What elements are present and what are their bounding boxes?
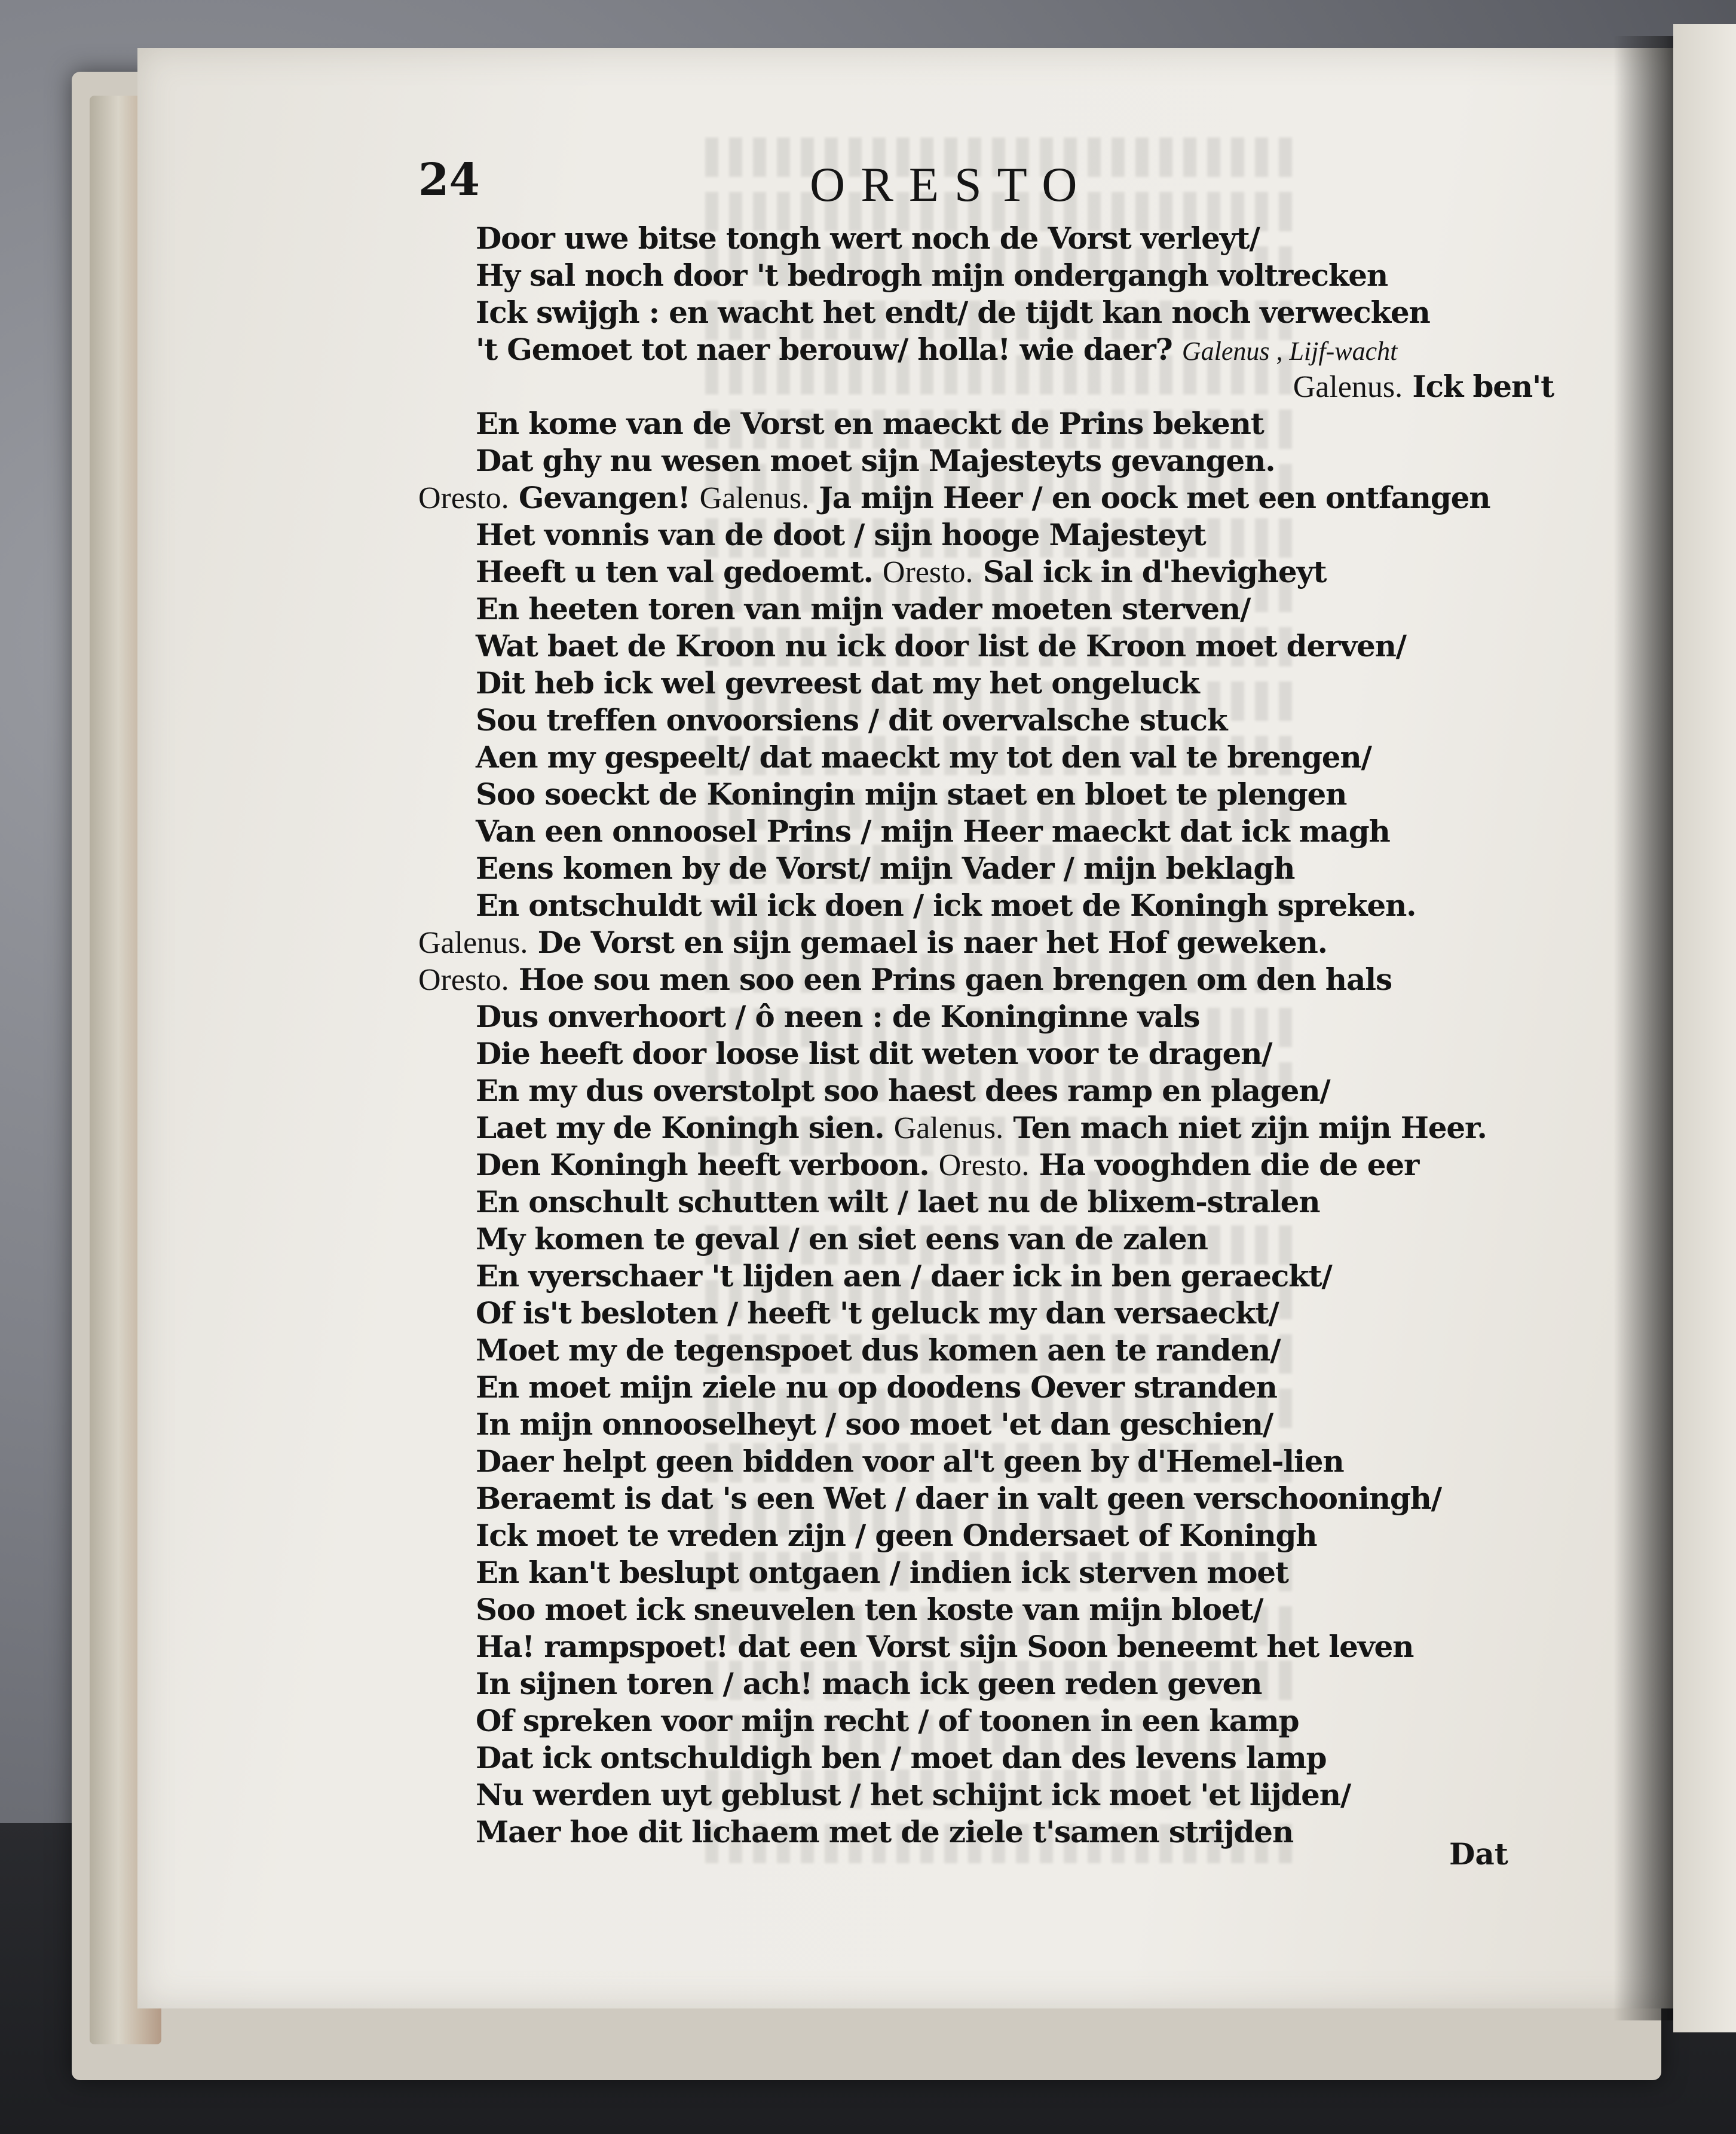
verse-line-text: Die heeft door loose list dit weten voor te dragen/ bbox=[476, 1036, 1272, 1071]
verse-line-text: Beraemt is dat 's een Wet / daer in valt geen verschooningh/ bbox=[476, 1481, 1441, 1516]
verse-line-text: Van een onnoosel Prins / mijn Heer maeckt dat ick magh bbox=[476, 814, 1390, 849]
verse-line-text: Soo moet ick sneuvelen ten koste van mijn bloet/ bbox=[476, 1592, 1263, 1627]
catchword: Dat bbox=[1449, 1836, 1508, 1872]
verse-line bbox=[476, 1665, 1262, 1702]
verse-line bbox=[476, 1480, 1441, 1517]
verse-line bbox=[418, 924, 1327, 961]
verse-line bbox=[476, 739, 1371, 776]
verse-line bbox=[476, 405, 1264, 442]
verse-line bbox=[476, 554, 1326, 591]
verse-line-text: Dat ick ontschuldigh ben / moet dan des levens lamp bbox=[476, 1740, 1327, 1775]
verse-line bbox=[476, 1814, 1293, 1851]
speaker-name: Oresto. bbox=[418, 963, 509, 997]
verse-line-text: Of spreken voor mijn recht / of toonen in een kamp bbox=[476, 1703, 1299, 1738]
verse-line bbox=[476, 1221, 1208, 1258]
verse-line bbox=[476, 1739, 1326, 1777]
verse-line-text: Aen my gespeelt/ dat maeckt my tot den val te brengen/ bbox=[476, 739, 1371, 775]
verse-line bbox=[476, 998, 1199, 1035]
verse-line bbox=[476, 1258, 1332, 1295]
verse-line-text: Het vonnis van de doot / sijn hooge Majesteyt bbox=[476, 517, 1206, 552]
verse-line bbox=[476, 1628, 1413, 1665]
verse-line-text: Ha! rampspoet! dat een Vorst sijn Soon beneemt het leven bbox=[476, 1629, 1414, 1664]
verse-line-text: En heeten toren van mijn vader moeten sterven/ bbox=[476, 591, 1251, 626]
verse-line-text: En onschult schutten wilt / laet nu de blixem-stralen bbox=[476, 1184, 1320, 1219]
verse-line-text: Nu werden uyt geblust / het schijnt ick moet 'et lijden/ bbox=[476, 1777, 1351, 1812]
speaker-name: Oresto. bbox=[938, 1148, 1030, 1182]
verse-line bbox=[1293, 368, 1554, 405]
verse-line bbox=[476, 1777, 1351, 1814]
verse-line-text: Ha vooghden die de eer bbox=[1039, 1147, 1419, 1182]
verse-line bbox=[476, 294, 1430, 331]
verse-line bbox=[476, 1109, 1487, 1147]
verse-line bbox=[476, 776, 1346, 813]
verse-line bbox=[476, 1184, 1319, 1221]
verse-line-text: En moet mijn ziele nu op doodens Oever stranden bbox=[476, 1369, 1277, 1405]
verse-line-text: Door uwe bitse tongh wert noch de Vorst verleyt/ bbox=[476, 221, 1260, 256]
verse-line bbox=[476, 1072, 1330, 1109]
verse-line-text: Gevangen! bbox=[518, 480, 690, 515]
verse-line-text: Maer hoe dit lichaem met de ziele t'samen strijden bbox=[476, 1814, 1294, 1849]
verse-line bbox=[418, 479, 1490, 516]
verse-line bbox=[476, 1147, 1419, 1184]
verse-line-text: In mijn onnooselheyt / soo moet 'et dan geschien/ bbox=[476, 1407, 1273, 1442]
verse-line bbox=[476, 665, 1199, 702]
page-header bbox=[418, 154, 1494, 226]
speaker-name: Oresto. bbox=[882, 555, 973, 589]
verse-line bbox=[476, 887, 1416, 924]
verse-line bbox=[476, 850, 1294, 887]
verse-line-text: Daer helpt geen bidden voor al't geen by d'Hemel-lien bbox=[476, 1444, 1344, 1479]
verse-line-text: 't Gemoet tot naer berouw/ holla! wie daer? bbox=[476, 332, 1172, 367]
speaker-name: Oresto. bbox=[418, 481, 509, 515]
verse-line bbox=[476, 1517, 1316, 1554]
verse-line-text: De Vorst en sijn gemael is naer het Hof geweken. bbox=[537, 925, 1327, 960]
verse-line bbox=[476, 1554, 1288, 1591]
verse-line bbox=[476, 220, 1260, 257]
verse-line-text: In sijnen toren / ach! mach ick geen reden geven bbox=[476, 1666, 1262, 1701]
verse-line bbox=[476, 442, 1275, 479]
verse-line-text: Dat ghy nu wesen moet sijn Majesteyts gevangen. bbox=[476, 443, 1275, 478]
verse-line-text: Soo soeckt de Koningin mijn staet en bloet te plengen bbox=[476, 776, 1347, 812]
verse-line-text: Heeft u ten val gedoemt. bbox=[476, 554, 873, 589]
stage-direction: Galenus , Lijf-wacht bbox=[1181, 337, 1398, 366]
verse-line-text: Of is't besloten / heeft 't geluck my dan versaeckt/ bbox=[476, 1295, 1279, 1331]
speaker-name: Galenus. bbox=[893, 1111, 1004, 1145]
verse-line bbox=[476, 591, 1250, 628]
verse-line-text: Moet my de tegenspoet dus komen aen te randen/ bbox=[476, 1332, 1281, 1368]
verse-line-text: En kome van de Vorst en maeckt de Prins bekent bbox=[476, 406, 1264, 441]
verse-line bbox=[418, 961, 1392, 998]
verse-line-text: En ontschuldt wil ick doen / ick moet de Koningh spreken. bbox=[476, 888, 1416, 923]
verse-line bbox=[476, 257, 1388, 294]
verse-line bbox=[476, 1406, 1273, 1443]
running-title: ORESTO bbox=[810, 157, 1093, 212]
facing-page-edge bbox=[1673, 24, 1736, 2032]
verse-line-text: Ick moet te vreden zijn / geen Ondersaet of Koningh bbox=[476, 1518, 1317, 1553]
verse-line-text: Den Koningh heeft verboon. bbox=[476, 1147, 929, 1182]
verse-line-text: Hy sal noch door 't bedrogh mijn ondergangh voltrecken bbox=[476, 258, 1388, 293]
verse-line bbox=[476, 813, 1390, 850]
verse-line bbox=[476, 1702, 1299, 1739]
verse-line bbox=[476, 1443, 1344, 1480]
verse-line-text: Ja mijn Heer / en oock met een ontfangen bbox=[819, 480, 1490, 515]
verse-line-text: En vyerschaer 't lijden aen / daer ick in ben geraeckt/ bbox=[476, 1258, 1332, 1294]
speaker-name: Galenus. bbox=[1293, 370, 1403, 404]
page-number: 24 bbox=[418, 154, 480, 206]
verse-line-text: Ten mach niet zijn mijn Heer. bbox=[1013, 1110, 1487, 1145]
speaker-name: Galenus. bbox=[699, 481, 810, 515]
verse-line bbox=[476, 1369, 1277, 1406]
verse-line-text: Ick ben't bbox=[1412, 369, 1554, 404]
verse-line bbox=[476, 1295, 1279, 1332]
verse-line bbox=[476, 702, 1227, 739]
verse-line-text: Dit heb ick wel gevreest dat my het ongeluck bbox=[476, 665, 1199, 701]
verse-line-text: Wat baet de Kroon nu ick door list de Kroon moet derven/ bbox=[476, 628, 1406, 664]
verse-line bbox=[476, 331, 1397, 368]
verse-line-text: Sal ick in d'hevigheyt bbox=[982, 554, 1327, 589]
verse-line-text: Dus onverhoort / ô neen : de Koninginne vals bbox=[476, 999, 1200, 1034]
verse-line-text: En kan't beslupt ontgaen / indien ick sterven moet bbox=[476, 1555, 1288, 1590]
speaker-name: Galenus. bbox=[418, 926, 528, 960]
verse-line bbox=[476, 1035, 1272, 1072]
verse-line-text: Hoe sou men soo een Prins gaen brengen om den hals bbox=[518, 962, 1392, 997]
verse-line-text: Ick swijgh : en wacht het endt/ de tijdt kan noch verwecken bbox=[476, 295, 1430, 330]
verse-line-text: Laet my de Koningh sien. bbox=[476, 1110, 884, 1145]
verse-line-text: En my dus overstolpt soo haest dees ramp en plagen/ bbox=[476, 1073, 1330, 1108]
verse-line bbox=[476, 1591, 1263, 1628]
verse-line bbox=[476, 516, 1206, 554]
verse-line-text: Sou treffen onvoorsiens / dit overvalsche stuck bbox=[476, 702, 1227, 738]
verse-line bbox=[476, 628, 1406, 665]
verse-line-text: Eens komen by de Vorst/ mijn Vader / mijn beklagh bbox=[476, 851, 1295, 886]
verse-line-text: My komen te geval / en siet eens van de zalen bbox=[476, 1221, 1208, 1256]
verse-line bbox=[476, 1332, 1280, 1369]
